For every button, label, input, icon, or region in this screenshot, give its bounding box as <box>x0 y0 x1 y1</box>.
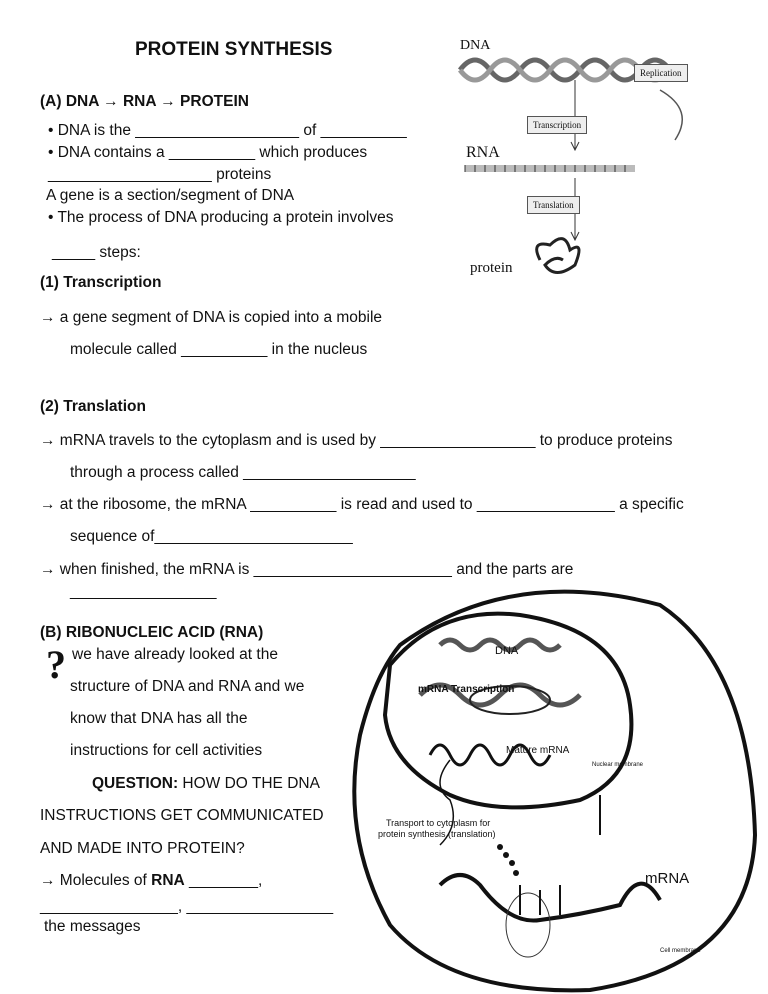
section-b-line4: instructions for cell activities <box>70 742 263 759</box>
molecules-pre: → Molecules of <box>40 872 152 889</box>
cell-dna-label: DNA <box>495 645 519 657</box>
steps-line: _____ steps: <box>52 244 141 261</box>
step2-heading: (2) Translation <box>40 398 146 415</box>
transport-label-2: protein synthesis (translation) <box>378 829 496 839</box>
step2-line4: sequence of_______________________ <box>70 528 353 545</box>
section-b-line6: AND MADE INTO PROTEIN? <box>40 840 245 857</box>
bullet-3: • The process of DNA producing a protein involves <box>48 209 394 226</box>
section-b-line2: structure of DNA and RNA and we <box>70 678 305 695</box>
diagram-protein-label: protein <box>470 260 513 276</box>
nuclear-membrane-label: Nuclear membrane <box>592 762 644 768</box>
question-line <box>92 774 320 794</box>
cell-graphic <box>330 585 768 994</box>
section-b-line3: know that DNA has all the <box>70 710 248 727</box>
step1-heading: (1) Transcription <box>40 274 162 291</box>
molecules-rna: RNA <box>151 872 185 889</box>
question-label: QUESTION: <box>92 775 179 792</box>
diagram-dna-label: DNA <box>460 38 491 53</box>
bullet-2-cont: ___________________ proteins <box>48 166 272 183</box>
step2-line6: _________________ <box>70 583 217 600</box>
step2-line5: → when finished, the mRNA is _______________________ and the parts are <box>40 561 574 578</box>
gene-line: A gene is a section/segment of DNA <box>46 187 295 204</box>
section-b-line1: we have already looked at the <box>72 646 278 663</box>
mature-mrna-label: Mature mRNA <box>506 745 570 756</box>
bullet-1: • DNA is the ___________________ of __________ <box>48 122 407 139</box>
section-b-line5: INSTRUCTIONS GET COMMUNICATED <box>40 807 324 824</box>
section-b-line8: the messages <box>44 918 141 935</box>
step2-line1: → mRNA travels to the cytoplasm and is used by __________________ to produce proteins <box>40 432 673 449</box>
step1-line2: molecule called __________ in the nucleus <box>70 341 368 358</box>
question-mark-icon: ? <box>46 642 66 687</box>
transport-label-1: Transport to cytoplasm for <box>386 818 491 828</box>
diagram-rna-label: RNA <box>466 144 500 161</box>
cell-mrna-label: mRNA <box>645 870 690 887</box>
section-b-line7: ________________, _________________ <box>40 898 334 915</box>
cell-membrane-label: Cell membrane <box>660 948 701 954</box>
bullet-2: • DNA contains a __________ which produces <box>48 144 368 161</box>
dna-helix-graphic <box>455 50 725 280</box>
section-a-heading: (A) DNA → RNA → PROTEIN <box>40 93 249 110</box>
question-text: HOW DO THE DNA <box>178 775 320 792</box>
step2-line3: → at the ribosome, the mRNA __________ is read and used to ________________ a specific <box>40 496 684 513</box>
mrna-transcription-label: mRNA Transcription <box>418 684 515 695</box>
page-title: PROTEIN SYNTHESIS <box>135 39 333 60</box>
step1-line1: → a gene segment of DNA is copied into a mobile <box>40 309 383 326</box>
replication-box: Replication <box>634 64 688 82</box>
section-b-heading: (B) RIBONUCLEIC ACID (RNA) <box>40 624 264 641</box>
molecules-line <box>40 871 262 891</box>
molecules-post: ________, <box>184 872 263 889</box>
step2-line2: through a process called ____________________ <box>70 464 416 481</box>
transcription-box: Transcription <box>527 116 587 134</box>
translation-box: Translation <box>527 196 580 214</box>
